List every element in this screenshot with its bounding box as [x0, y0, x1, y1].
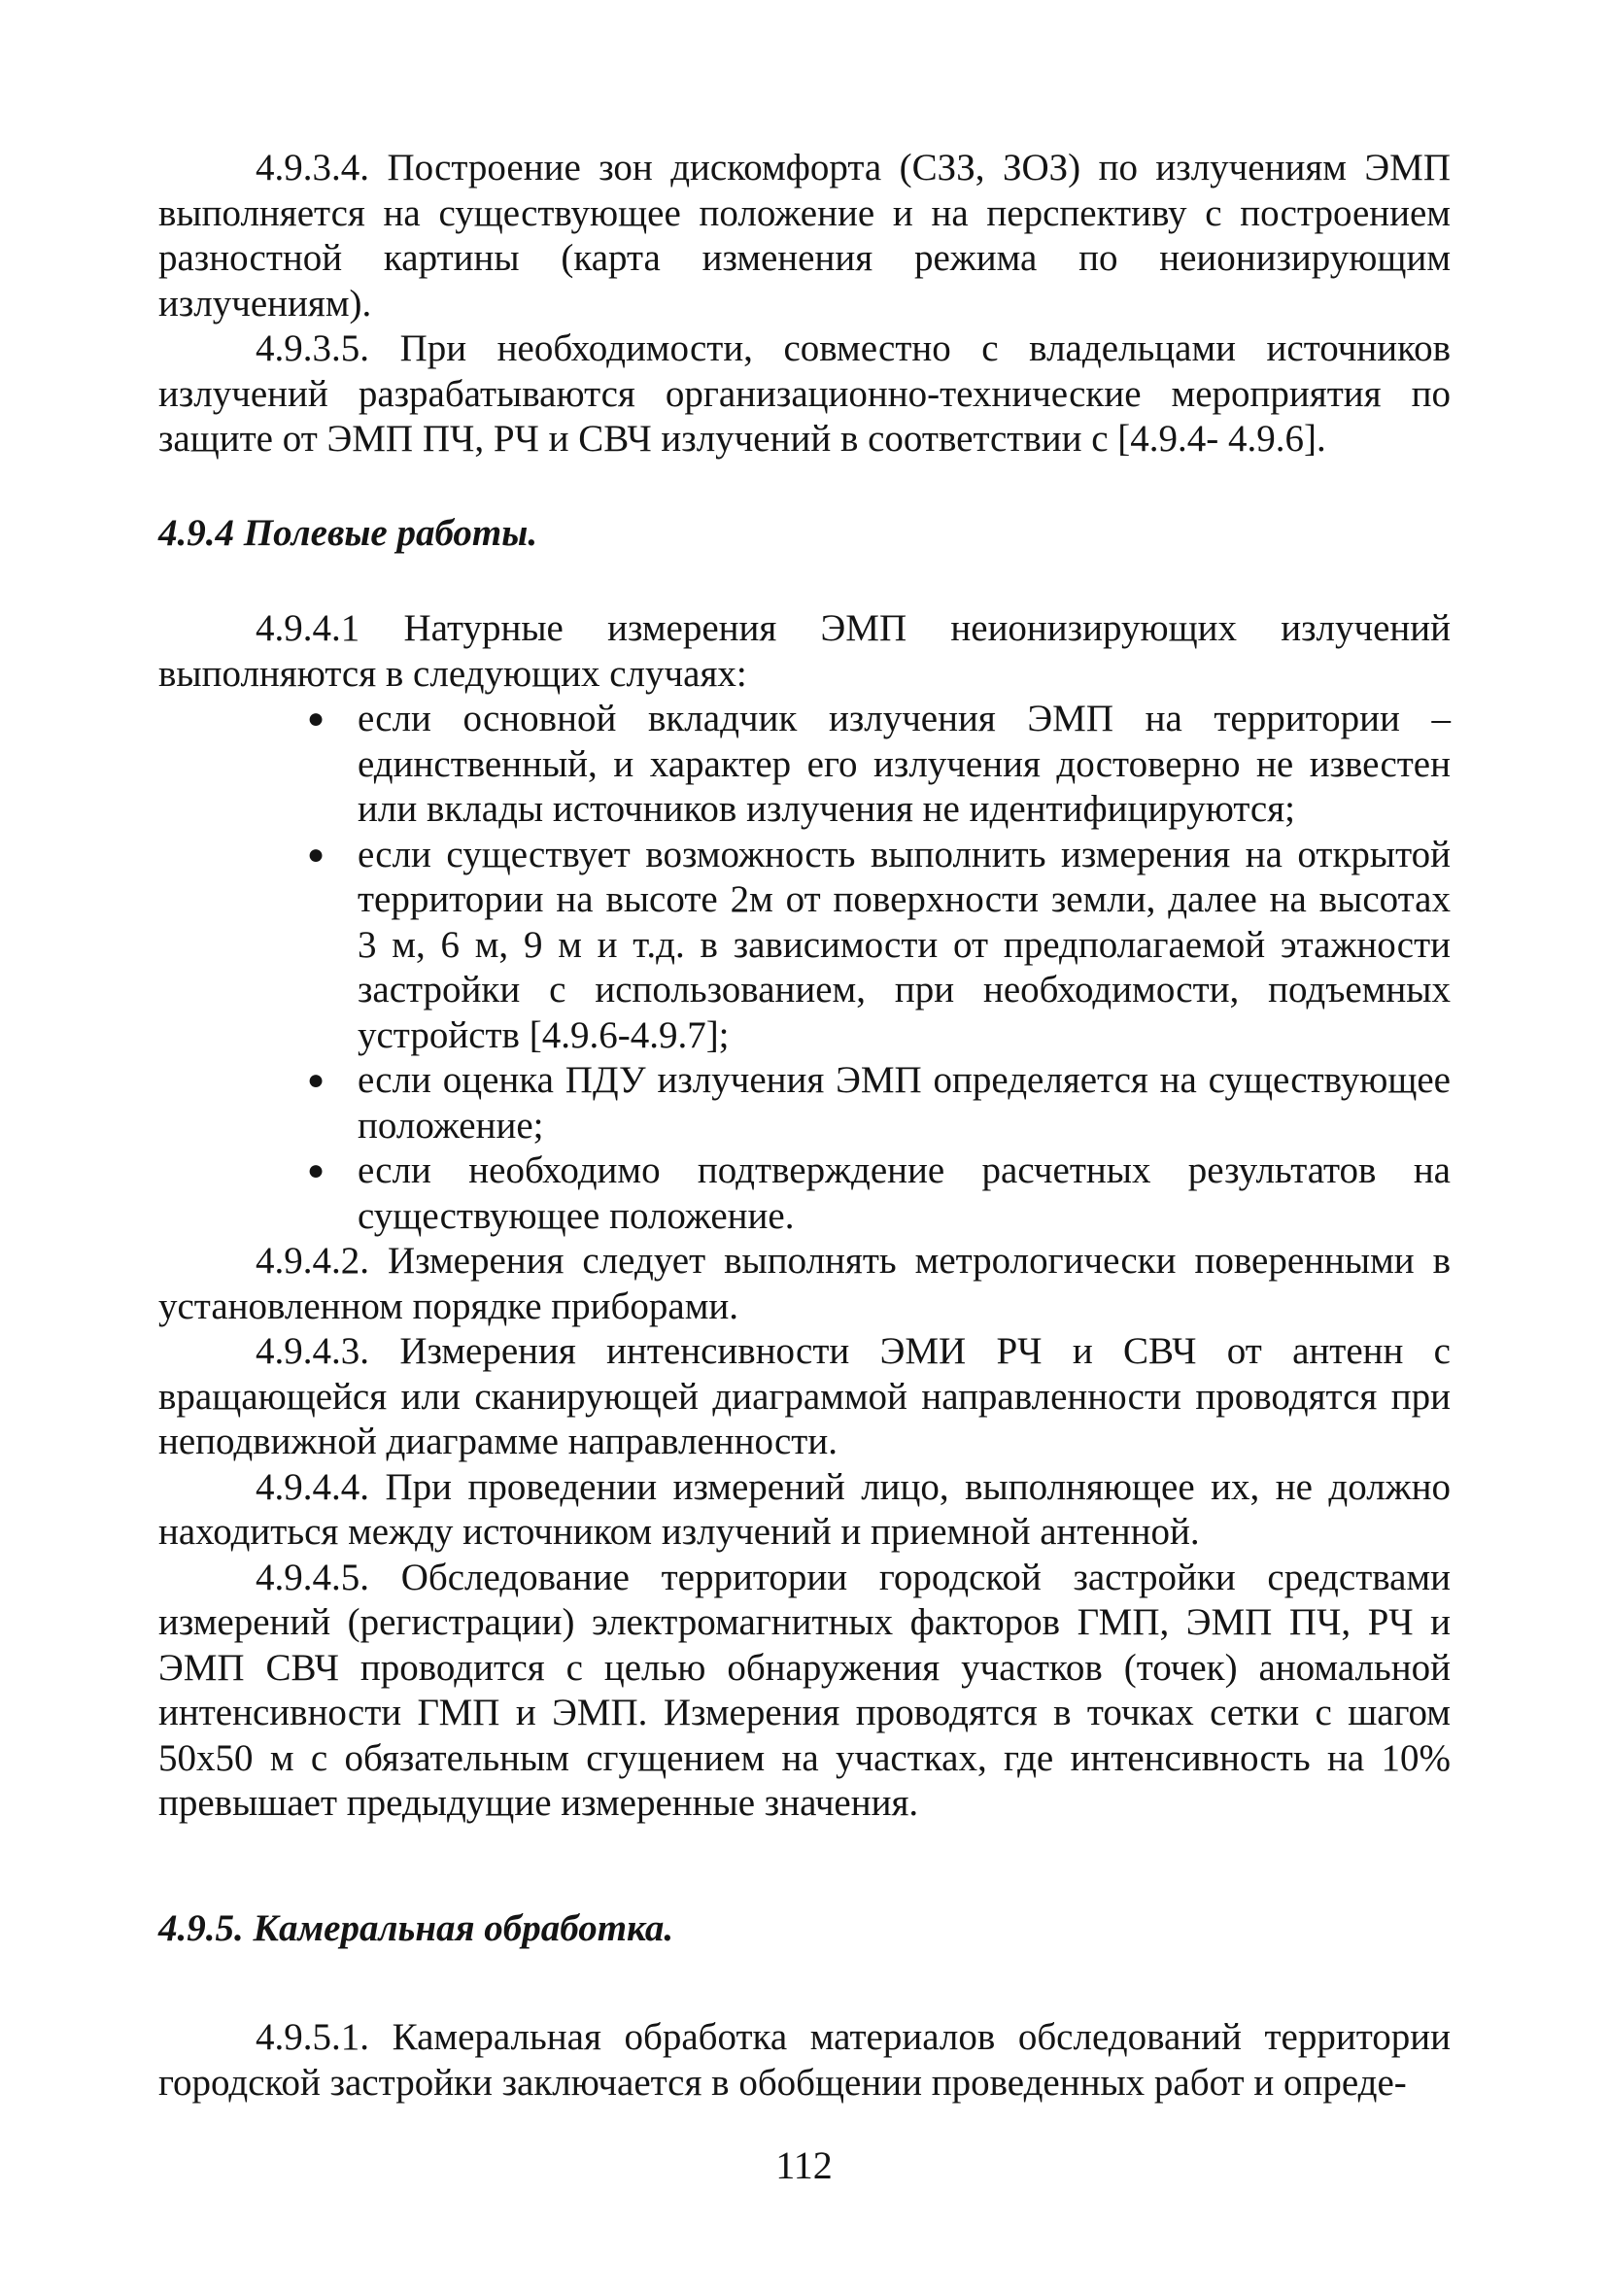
list-item-text: если существует возможность выполнить измерения на открытой территории на высоте 2м от поверхности земли, далее на высотах 3 м, 6 м, 9 м и т.д. в зависимости от предполагаемой этажности застройки с использованием, при необходимости, подъемных устройств [4.9.6-4.9.7]; [358, 833, 1451, 1056]
document-page [158, 146, 1451, 2106]
paragraph-4-9-4-2: 4.9.4.2. Измерения следует выполнять метрологически поверенными в установленном порядке приборами. [158, 1240, 1451, 1327]
page-number: 112 [775, 2143, 833, 2187]
section-heading-office-processing: 4.9.5. Камеральная обработка. [158, 1906, 674, 1949]
list-item-text: если оценка ПДУ излучения ЭМП определяется на существующее положение; [358, 1059, 1451, 1147]
bullet-icon: ● [307, 1154, 325, 1186]
bullet-list [158, 697, 1451, 1239]
bullet-icon: ● [307, 703, 325, 735]
paragraph-4-9-4-3: 4.9.4.3. Измерения интенсивности ЭМИ РЧ и СВЧ от антенн с вращающейся или сканирующей диаграммой направленности проводятся при неподвижной диаграмме направленности. [158, 1330, 1451, 1462]
bullet-icon: ● [307, 1064, 325, 1096]
list-item [307, 833, 1451, 1059]
list-item [307, 697, 1451, 833]
paragraph-4-9-4-1: 4.9.4.1 Натурные измерения ЭМП неионизирующих излучений выполняются в следующих случаях: [158, 607, 1451, 695]
bullet-icon: ● [307, 838, 325, 871]
list-item-text: если основной вкладчик излучения ЭМП на территории – единственный, и характер его излучения достоверно не известен или вклады источников излучения не идентифицируются; [358, 698, 1451, 830]
section-heading-field-work: 4.9.4 Полевые работы. [158, 511, 538, 554]
paragraph-4-9-4-5: 4.9.4.5. Обследование территории городской застройки средствами измерений (регистрации) электромагнитных факторов ГМП, ЭМП ПЧ, РЧ и ЭМП СВЧ проводится с целью обнаружения участков (точек) аномальной интенсивности ГМП и ЭМП. Измерения проводятся в точках сетки с шагом 50х50 м с обязательным сгущением на участках, где интенсивность на 10% превышает предыдущие измеренные значения. [158, 1556, 1451, 1824]
paragraph-4-9-5-1: 4.9.5.1. Камеральная обработка материалов обследований территории городской застройки заключается в обобщении проведенных работ и опреде- [158, 2016, 1451, 2104]
list-item [307, 1058, 1451, 1148]
paragraph-4-9-3-5: 4.9.3.5. При необходимости, совместно с владельцами источников излучений разрабатываются организационно-технические мероприятия по защите от ЭМП ПЧ, РЧ и СВЧ излучений в соответствии с [4.9.4- 4.9.6]. [158, 327, 1451, 460]
list-item-text: если необходимо подтверждение расчетных результатов на существующее положение. [358, 1149, 1451, 1237]
list-item [307, 1148, 1451, 1239]
paragraph-4-9-4-4: 4.9.4.4. При проведении измерений лицо, выполняющее их, не должно находиться между источником излучений и приемной антенной. [158, 1465, 1451, 1553]
paragraph-4-9-3-4: 4.9.3.4. Построение зон дискомфорта (СЗЗ, ЗОЗ) по излучениям ЭМП выполняется на существующее положение и на перспективу с построением разностной картины (карта изменения режима по неионизирующим излучениям). [158, 147, 1451, 325]
